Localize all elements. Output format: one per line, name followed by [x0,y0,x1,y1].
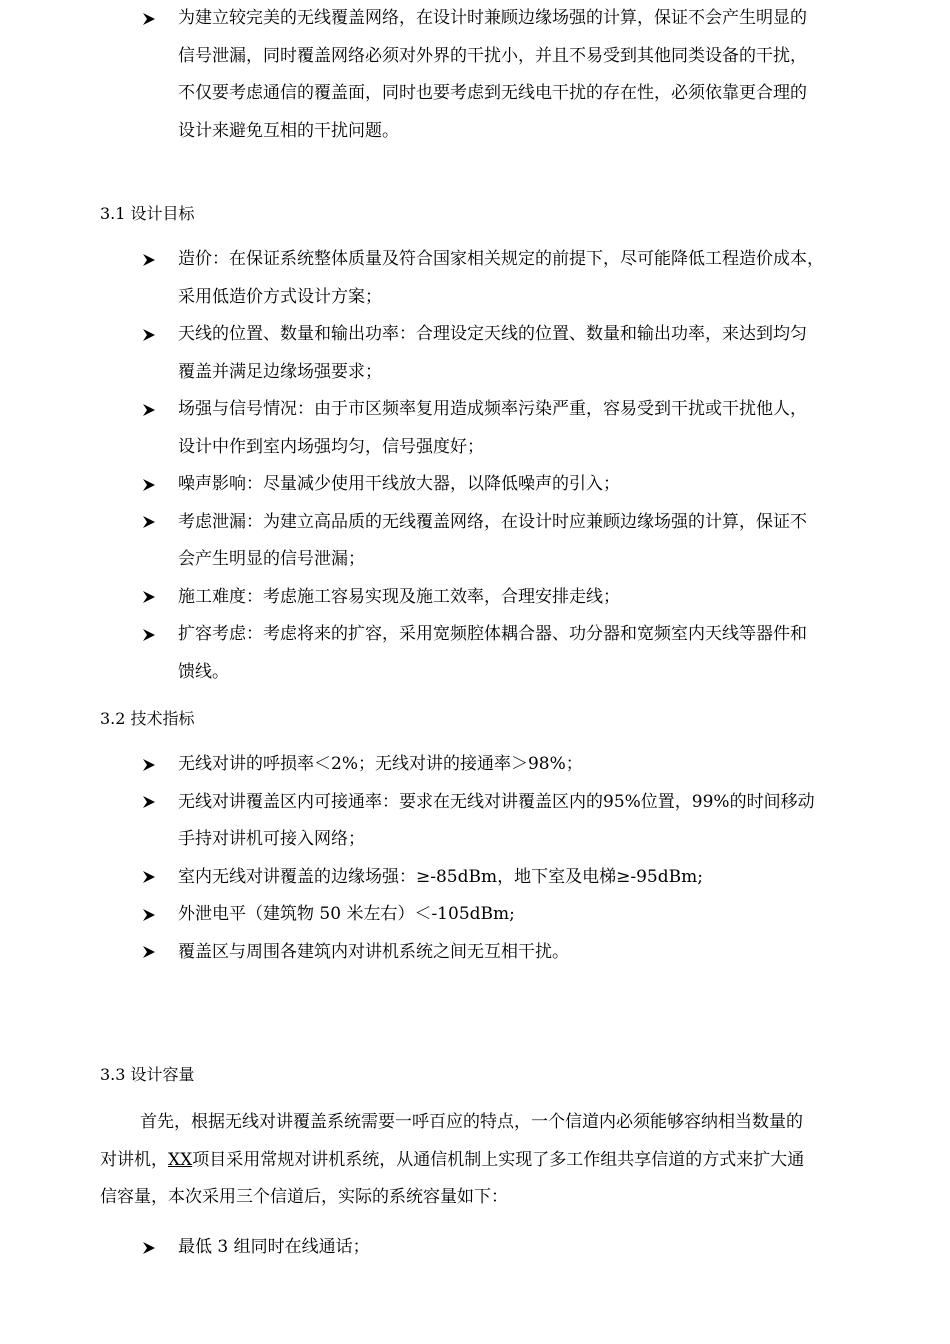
intro-bullet-block [142,0,902,150]
section-heading-3-1: 3.1 设计目标 [100,204,195,223]
list-item [142,504,902,579]
list-item [142,616,902,691]
list-item-text: 不仅要考虑通信的覆盖面，同时也要考虑到无线电干扰的存在性，必须依靠更合理的 [178,83,807,103]
list-item-text: 最低 3 组同时在线通话； [178,1237,370,1257]
arrow-bullet-icon [142,784,158,822]
list-item-text: 无线对讲覆盖区内可接通率：要求在无线对讲覆盖区内的95%位置，99%的时间移动 [178,791,815,812]
list-item-text: 馈线。 [178,661,229,682]
list-item-text: 会产生明显的信号泄漏； [178,549,365,569]
section-heading-3-2: 3.2 技术指标 [100,709,195,728]
list-item-text: 采用低造价方式设计方案； [178,286,382,307]
arrow-bullet-icon [142,466,158,504]
arrow-bullet-icon [142,896,158,934]
list-item [142,0,902,150]
list-item [142,466,902,504]
arrow-bullet-icon [142,391,158,429]
arrow-bullet-icon [142,579,158,617]
list-item-text: 造价：在保证系统整体质量及符合国家相关规定的前提下，尽可能降低工程造价成本， [178,249,824,269]
section-3-3-list [142,1229,902,1267]
paragraph-text: 项目采用常规对讲机系统，从通信机制上实现了多工作组共享信道的方式来扩大通 [192,1149,805,1170]
list-item [142,316,902,391]
list-item [142,241,902,316]
list-item [142,896,902,934]
arrow-bullet-icon [142,241,158,279]
arrow-bullet-icon [142,934,158,972]
list-item-text: 设计来避免互相的干扰问题。 [178,120,399,141]
list-item-text: 覆盖并满足边缘场强要求； [178,361,382,382]
arrow-bullet-icon [142,746,158,784]
arrow-bullet-icon [142,859,158,897]
list-item-text: 施工难度：考虑施工容易实现及施工效率，合理安排走线； [178,586,620,607]
arrow-bullet-icon [142,0,158,38]
list-item-text: 覆盖区与周围各建筑内对讲机系统之间无互相干扰。 [178,941,569,962]
list-item-text: 信号泄漏，同时覆盖网络必须对外界的干扰小，并且不易受到其他同类设备的干扰， [178,45,807,66]
list-item-text: 设计中作到室内场强均匀，信号强度好； [178,436,484,457]
paragraph-line [100,1142,892,1180]
list-item-text: 室内无线对讲覆盖的边缘场强：≥-85dBm，地下室及电梯≥-95dBm; [178,866,703,887]
list-item-text: 噪声影响：尽量减少使用干线放大器，以降低噪声的引入； [178,474,620,494]
list-item [142,1229,902,1267]
list-item [142,746,902,784]
paragraph-line [100,1104,892,1142]
project-placeholder: XX [168,1149,193,1170]
arrow-bullet-icon [142,316,158,354]
list-item [142,391,902,466]
list-item-text: 手持对讲机可接入网络； [178,829,365,849]
list-item-text: 外泄电平（建筑物 50 米左右）＜-105dBm; [178,904,515,924]
paragraph-text: 对讲机， [100,1149,168,1170]
arrow-bullet-icon [142,504,158,542]
list-item-text: 天线的位置、数量和输出功率：合理设定天线的位置、数量和输出功率，来达到均匀 [178,324,807,344]
list-item-text: 场强与信号情况：由于市区频率复用造成频率污染严重，容易受到干扰或干扰他人， [178,399,807,419]
arrow-bullet-icon [142,616,158,654]
section-3-2-list [142,746,902,971]
arrow-bullet-icon [142,1229,158,1267]
list-item-text: 无线对讲的呼损率＜2%；无线对讲的接通率＞98%； [178,754,583,774]
list-item-text: 扩容考虑：考虑将来的扩容，采用宽频腔体耦合器、功分器和宽频室内天线等器件和 [178,624,807,644]
list-item [142,859,902,897]
section-heading-3-3: 3.3 设计容量 [100,1065,195,1084]
paragraph-text: 首先，根据无线对讲覆盖系统需要一呼百应的特点，一个信道内必须能够容纳相当数量的 [140,1112,803,1132]
list-item [142,934,902,972]
list-item [142,784,902,859]
list-item-text: 考虑泄漏：为建立高品质的无线覆盖网络，在设计时应兼顾边缘场强的计算，保证不 [178,511,807,532]
list-item [142,579,902,617]
paragraph-line: 信容量，本次采用三个信道后，实际的系统容量如下： [100,1187,508,1207]
section-3-1-list [142,241,902,691]
list-item-text: 为建立较完美的无线覆盖网络，在设计时兼顾边缘场强的计算，保证不会产生明显的 [178,8,807,28]
section-3-3-paragraph [100,1104,892,1217]
